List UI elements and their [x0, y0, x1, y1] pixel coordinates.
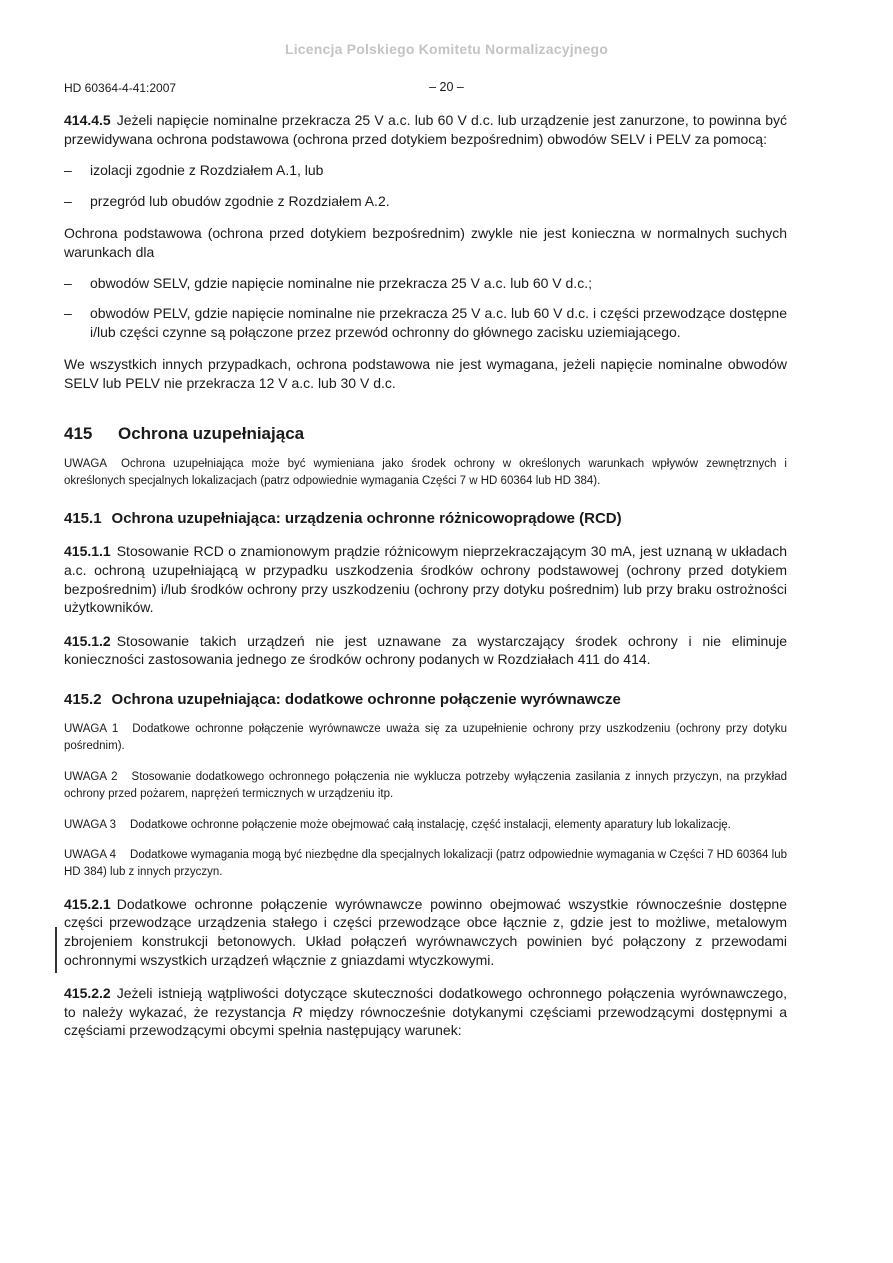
note	[64, 847, 787, 882]
clause-415-2-1	[64, 895, 787, 969]
clause-text: Jeżeli napięcie nominalne przekracza 25 V a.c. lub 60 V d.c. lub urządzenie jest zanurzone, to powinna być przewidywana ochrona podstawowa (ochrona przed dotykiem bezpośrednim) obwodów SELV i PELV za pomocą:	[64, 112, 787, 147]
page-number: – 20 –	[429, 80, 464, 94]
change-bar	[55, 927, 57, 973]
note-text: Ochrona uzupełniająca może być wymieniana jako środek ochrony w określonych warunkach wpływów zewnętrznych i określonych specjalnych lokalizacjach (patrz odpowiednie wymagania Części 7 w HD 60364 lub HD 384).	[64, 457, 787, 487]
clause-number: 415.2.1	[64, 895, 111, 912]
clause-number: 414.4.5	[64, 112, 111, 128]
note	[64, 817, 787, 834]
clause-text: Dodatkowe ochronne połączenie wyrównawcze powinno obejmować wszystkie równocześnie dostępne części przewodzące urządzenia stałego i części przewodzące obce łącznie z, gdzie jest to możliwe, metalowym zbrojeniem konstrukcji betonowych. Układ połączeń wyrównawczych powinien być połączony z przewodami ochronnymi wszystkich urządzeń włącznie z gniazdami wtyczkowymi.	[64, 895, 787, 968]
clause-414-4-5	[64, 111, 787, 148]
clause-number: 415.2.2	[64, 985, 111, 1002]
page-content	[64, 111, 787, 1040]
clause-text: Stosowanie takich urządzeń nie jest uznawane za wystarczający środek ochrony i nie eliminuje konieczności zastosowania jednego ze środków ochrony podanych w Rozdziałach 411 do 414.	[64, 632, 787, 668]
list-item-text: obwodów SELV, gdzie napięcie nominalne nie przekracza 25 V a.c. lub 60 V d.c.;	[90, 274, 592, 291]
note	[64, 721, 787, 756]
dash-bullet: –	[64, 305, 72, 322]
clause-text: Jeżeli istnieją wątpliwości dotyczące skuteczności dodatkowego ochronnego połączenia wyrównawczego, to należy wykazać, że rezystancja	[64, 985, 787, 1020]
note-text: Stosowanie dodatkowego ochronnego połączenia nie wyklucza potrzeby wyłączenia zasilania z innych przyczyn, na przykład ochrony przed pożarem, naprężeń termicznych w urządzeniu itp.	[64, 770, 787, 801]
paragraph: We wszystkich innych przypadkach, ochrona podstawowa nie jest wymagana, jeżeli napięcie nominalne obwodów SELV lub PELV nie przekracza 12 V a.c. lub 30 V d.c.	[64, 356, 787, 391]
dash-bullet: –	[64, 192, 72, 209]
clause-number: 415.1.1	[64, 543, 111, 560]
clause-415-2-2	[64, 984, 787, 1040]
section-number: 415.2	[64, 690, 102, 708]
section-heading-415-1	[64, 510, 787, 527]
note-tag: UWAGA 3	[64, 818, 116, 831]
clause-415-1-1	[64, 542, 787, 616]
variable-r: R	[292, 1003, 303, 1020]
note-tag: UWAGA 4	[64, 848, 117, 861]
note-tag: UWAGA 1	[64, 722, 119, 735]
list-item	[64, 304, 787, 341]
list-item-text: przegród lub obudów zgodnie z Rozdziałem A.2.	[90, 192, 390, 209]
section-number: 415	[64, 423, 93, 443]
clause-number: 415.1.2	[64, 632, 111, 649]
clause-text: Stosowanie RCD o znamionowym prądzie różnicowym nieprzekraczającym 30 mA, jest uznaną w układach a.c. ochroną uzupełniającą w przypadku uszkodzenia środków ochrony podstawowej (ochrony przed dotykiem bezpośrednim) i/lub środków ochrony przy uszkodzeniu (ochrony przy dotyku pośrednim) lub przy braku ostrożności użytkowników.	[64, 543, 787, 616]
dash-bullet: –	[64, 274, 72, 291]
clause-415-1-2	[64, 632, 787, 669]
note-text: Dodatkowe wymagania mogą być niezbędne dla specjalnych lokalizacji (patrz odpowiednie wymagania w Części 7 HD 60364 lub HD 384) lub z innych przyczyn.	[64, 848, 787, 879]
note-text: Dodatkowe ochronne połączenie może obejmować całą instalację, część instalacji, elementy aparatury lub lokalizację.	[129, 818, 731, 831]
document-id: HD 60364-4-41:2007	[64, 81, 177, 95]
section-title: Ochrona uzupełniająca	[118, 423, 305, 443]
note-tag: UWAGA	[64, 457, 108, 470]
list-item	[64, 161, 787, 180]
note-text: Dodatkowe ochronne połączenie wyrównawcze uważa się za uzupełnienie ochrony przy uszkodzeniu (ochrony przy dotyku pośrednim).	[64, 722, 787, 753]
section-heading-415-2	[64, 691, 787, 708]
dash-bullet: –	[64, 162, 72, 179]
list-item	[64, 192, 787, 211]
clause-text: między równocześnie dotykanymi częściami przewodzącymi dostępnymi a częściami przewodzącymi obcymi spełnia następujący warunek:	[64, 1003, 787, 1039]
list-item-text: izolacji zgodnie z Rozdziałem A.1, lub	[90, 162, 324, 179]
note	[64, 456, 787, 491]
section-number: 415.1	[64, 510, 102, 528]
list-item-text: obwodów PELV, gdzie napięcie nominalne nie przekracza 25 V a.c. lub 60 V d.c. i części przewodzące dostępne i/lub części czynne są połączone przez przewód ochronny do głównego zacisku uziemiającego.	[90, 305, 787, 340]
section-title: Ochrona uzupełniająca: dodatkowe ochronne połączenie wyrównawcze	[111, 690, 621, 708]
note-tag: UWAGA 2	[64, 770, 118, 783]
list-item	[64, 274, 787, 293]
note	[64, 769, 787, 804]
section-title: Ochrona uzupełniająca: urządzenia ochronne różnicowoprądowe (RCD)	[111, 510, 622, 528]
paragraph: Ochrona podstawowa (ochrona przed dotykiem bezpośrednim) zwykle nie jest konieczna w normalnych suchych warunkach dla	[64, 225, 787, 260]
section-heading-415	[64, 424, 787, 444]
watermark: Licencja Polskiego Komitetu Normalizacyjnego	[284, 41, 609, 57]
